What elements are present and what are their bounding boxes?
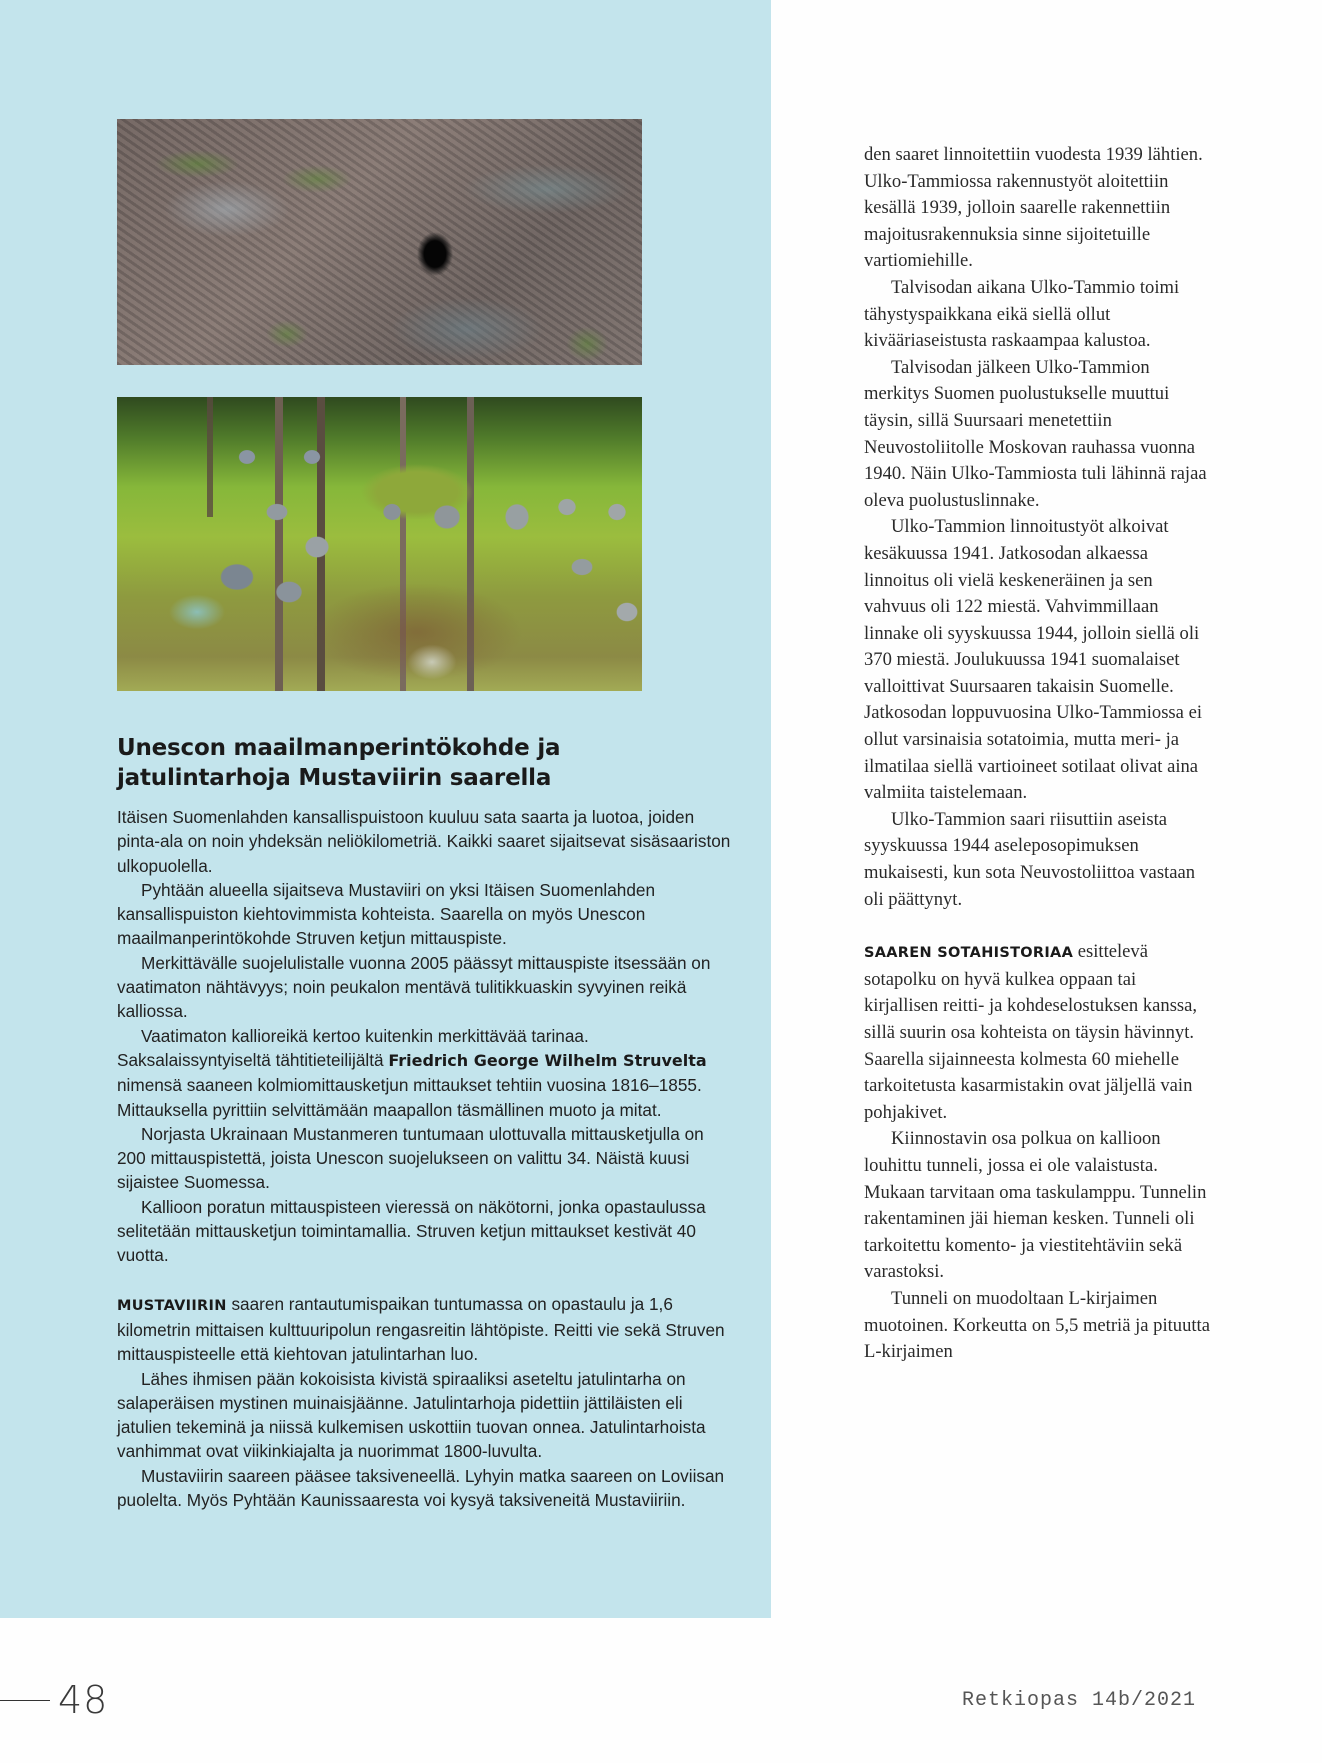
paragraph: Pyhtään alueella sijaitseva Mustaviiri on yksi Itäisen Suomenlahden kansallispuiston kiehtovimmista kohteista. Saarella on myös Unescon maailmanperintökohde Struven ketjun mittauspiste. [117, 879, 655, 949]
struve-name: Friedrich George Wilhelm Struvelta [388, 1050, 707, 1070]
paragraph: SAAREN SOTAHISTORIAA esittelevä sotapolku on hyvä kulkea oppaan tai kirjallisen reitti- ja kohdeselostuksen kanssa, sillä suurin osa kohteista on täysin hävinnyt. Saarella sijainneesta kolmesta 60 miehelle tarkoitetusta kasarmistakin ovat jäljellä vain pohjakivet. [864, 941, 1198, 1123]
paragraph: Talvisodan aikana Ulko-Tammio toimi tähystyspaikkana eikä siellä ollut kivääriaseistusta raskaampaa kalustoa. [864, 276, 1180, 352]
paragraph: Norjasta Ukrainaan Mustanmeren tuntumaan ulottuvalla mittausketjulla on 200 mittauspistettä, joista Unescon suojelukseen on valittu 34. Näistä kuusi sijaistee Suomessa. [117, 1123, 704, 1193]
page-number: 48 [58, 1678, 109, 1722]
heading-line-1: Unescon maailmanperintökohde ja [117, 735, 561, 761]
photo-stone-labyrinth [117, 397, 642, 691]
main-column [864, 142, 1214, 1366]
paragraph: den saaret linnoitettiin vuodesta 1939 lähtien. Ulko-Tammiossa rakennustyöt aloitettiin kesällä 1939, jolloin saarelle rakennettiin majoitusrakennuksia sinne sijoitetuille vartiomiehille. [864, 144, 1203, 272]
paragraph: Talvisodan jälkeen Ulko-Tammion merkitys Suomen puolustukselle muuttui täysin, sillä Suursaari menetettiin Neuvostoliitolle Moskovan rauhassa vuonna 1940. Näin Ulko-Tammiosta tuli lähinnä rajaa oleva puolustuslinnake. [864, 356, 1207, 511]
paragraph: Vaatimaton kallioreikä kertoo kuitenkin merkittävää tarinaa. Saksalaissyntyiseltä tähtitieteilijältä Friedrich George Wilhelm Struvelta nimensä saaneen kolmiomittausketjun mittaukset tehtiin vuosina 1816–1855. Mittauksella pyrittiin selvittämään maapallon täsmällinen muoto ja mitat. [117, 1025, 707, 1120]
paragraph: Mustaviirin saareen pääsee taksiveneellä. Lyhyin matka saareen on Loviisan puolelta. Myös Pyhtään Kaunissaaresta voi kysyä taksiveneitä Mustaviiriin. [117, 1465, 725, 1511]
sidebar-heading [117, 733, 737, 793]
paragraph: Kallioon poratun mittauspisteen vieressä on näkötorni, jonka opastaulussa selitetään mittausketjun toimintamallia. Struven ketjun mittaukset kestivät 40 vuotta. [117, 1196, 706, 1266]
paragraph: Itäisen Suomenlahden kansallispuistoon kuuluu sata saarta ja luotoa, joiden pinta-ala on noin yhdeksän neliökilometriä. Kaikki saaret sijaitsevat sisäsaariston ulkopuolella. [117, 807, 731, 876]
lead-in-caps: SAAREN SOTAHISTORIAA [864, 945, 1074, 962]
photo-rock-measuring-point [117, 119, 642, 365]
sidebar-body [117, 805, 737, 1512]
paragraph: Ulko-Tammion linnoitustyöt alkoivat kesäkuussa 1941. Jatkosodan alkaessa linnoitus oli vielä keskeneräinen ja sen vahvuus oli 122 miestä. Vahvimmillaan linnake oli syyskuussa 1944, jolloin siellä oli 370 miestä. Joulukuussa 1941 suomalaiset valloittivat Suursaaren takaisin Suomelle. Jatkosodan loppuvuosina Ulko-Tammiossa ei ollut varsinaisia sotatoimia, mutta meri- ja ilmatilaa siellä vartioineet sotilaat olivat aina valmiita taistelemaan. [864, 516, 1202, 804]
paragraph: Kiinnostavin osa polkua on kallioon louhittu tunneli, jossa ei ole valaistusta. Mukaan tarvitaan oma taskulamppu. Tunnelin rakentaminen jäi hieman kesken. Tunneli oli tarkoitettu komento- ja viestitehtäviin sekä varastoksi. [864, 1128, 1207, 1283]
publication-title: Retkiopas 14b/2021 [962, 1689, 1197, 1712]
paragraph: Tunneli on muodoltaan L-kirjaimen muotoinen. Korkeutta on 5,5 metriä ja pituutta L-kirjaimen [864, 1287, 1210, 1363]
paragraph: Merkittävälle suojelulistalle vuonna 2005 päässyt mittauspiste itsessään on vaatimaton nähtävyys; noin peukalon mentävä tulitikkuaskin syvyinen reikä kalliossa. [117, 952, 711, 1022]
heading-line-2: jatulintarhoja Mustaviirin saarella [117, 765, 552, 791]
folio-rule [0, 1700, 50, 1701]
lead-in-caps: MUSTAVIIRIN [117, 1297, 227, 1314]
paragraph: Ulko-Tammion saari riisuttiin aseista syyskuussa 1944 aseleposopimuksen mukaisesti, kun sota Neuvostoliittoa vastaan oli päättynyt. [864, 808, 1196, 910]
paragraph: Lähes ihmisen pään kokoisista kivistä spiraaliksi aseteltu jatulintarha on salaperäisen mystinen muinaisjäänne. Jatulintarhoja pidettiin jättiläisten eli jatulien tekeminä ja niissä kulkemisen uskottiin tuovan onnea. Jatulintarhoista vanhimmat ovat viikinkiajalta ja nuorimmat 1800-luvulta. [117, 1368, 706, 1462]
paragraph: MUSTAVIIRIN saaren rantautumispaikan tuntumassa on opastaulu ja 1,6 kilometrin mittaisen kulttuuripolun rengasreitin lähtöpiste. Reitti vie sekä Struven mittauspisteelle että kiehtovan jatulintarhan luo. [117, 1293, 725, 1365]
